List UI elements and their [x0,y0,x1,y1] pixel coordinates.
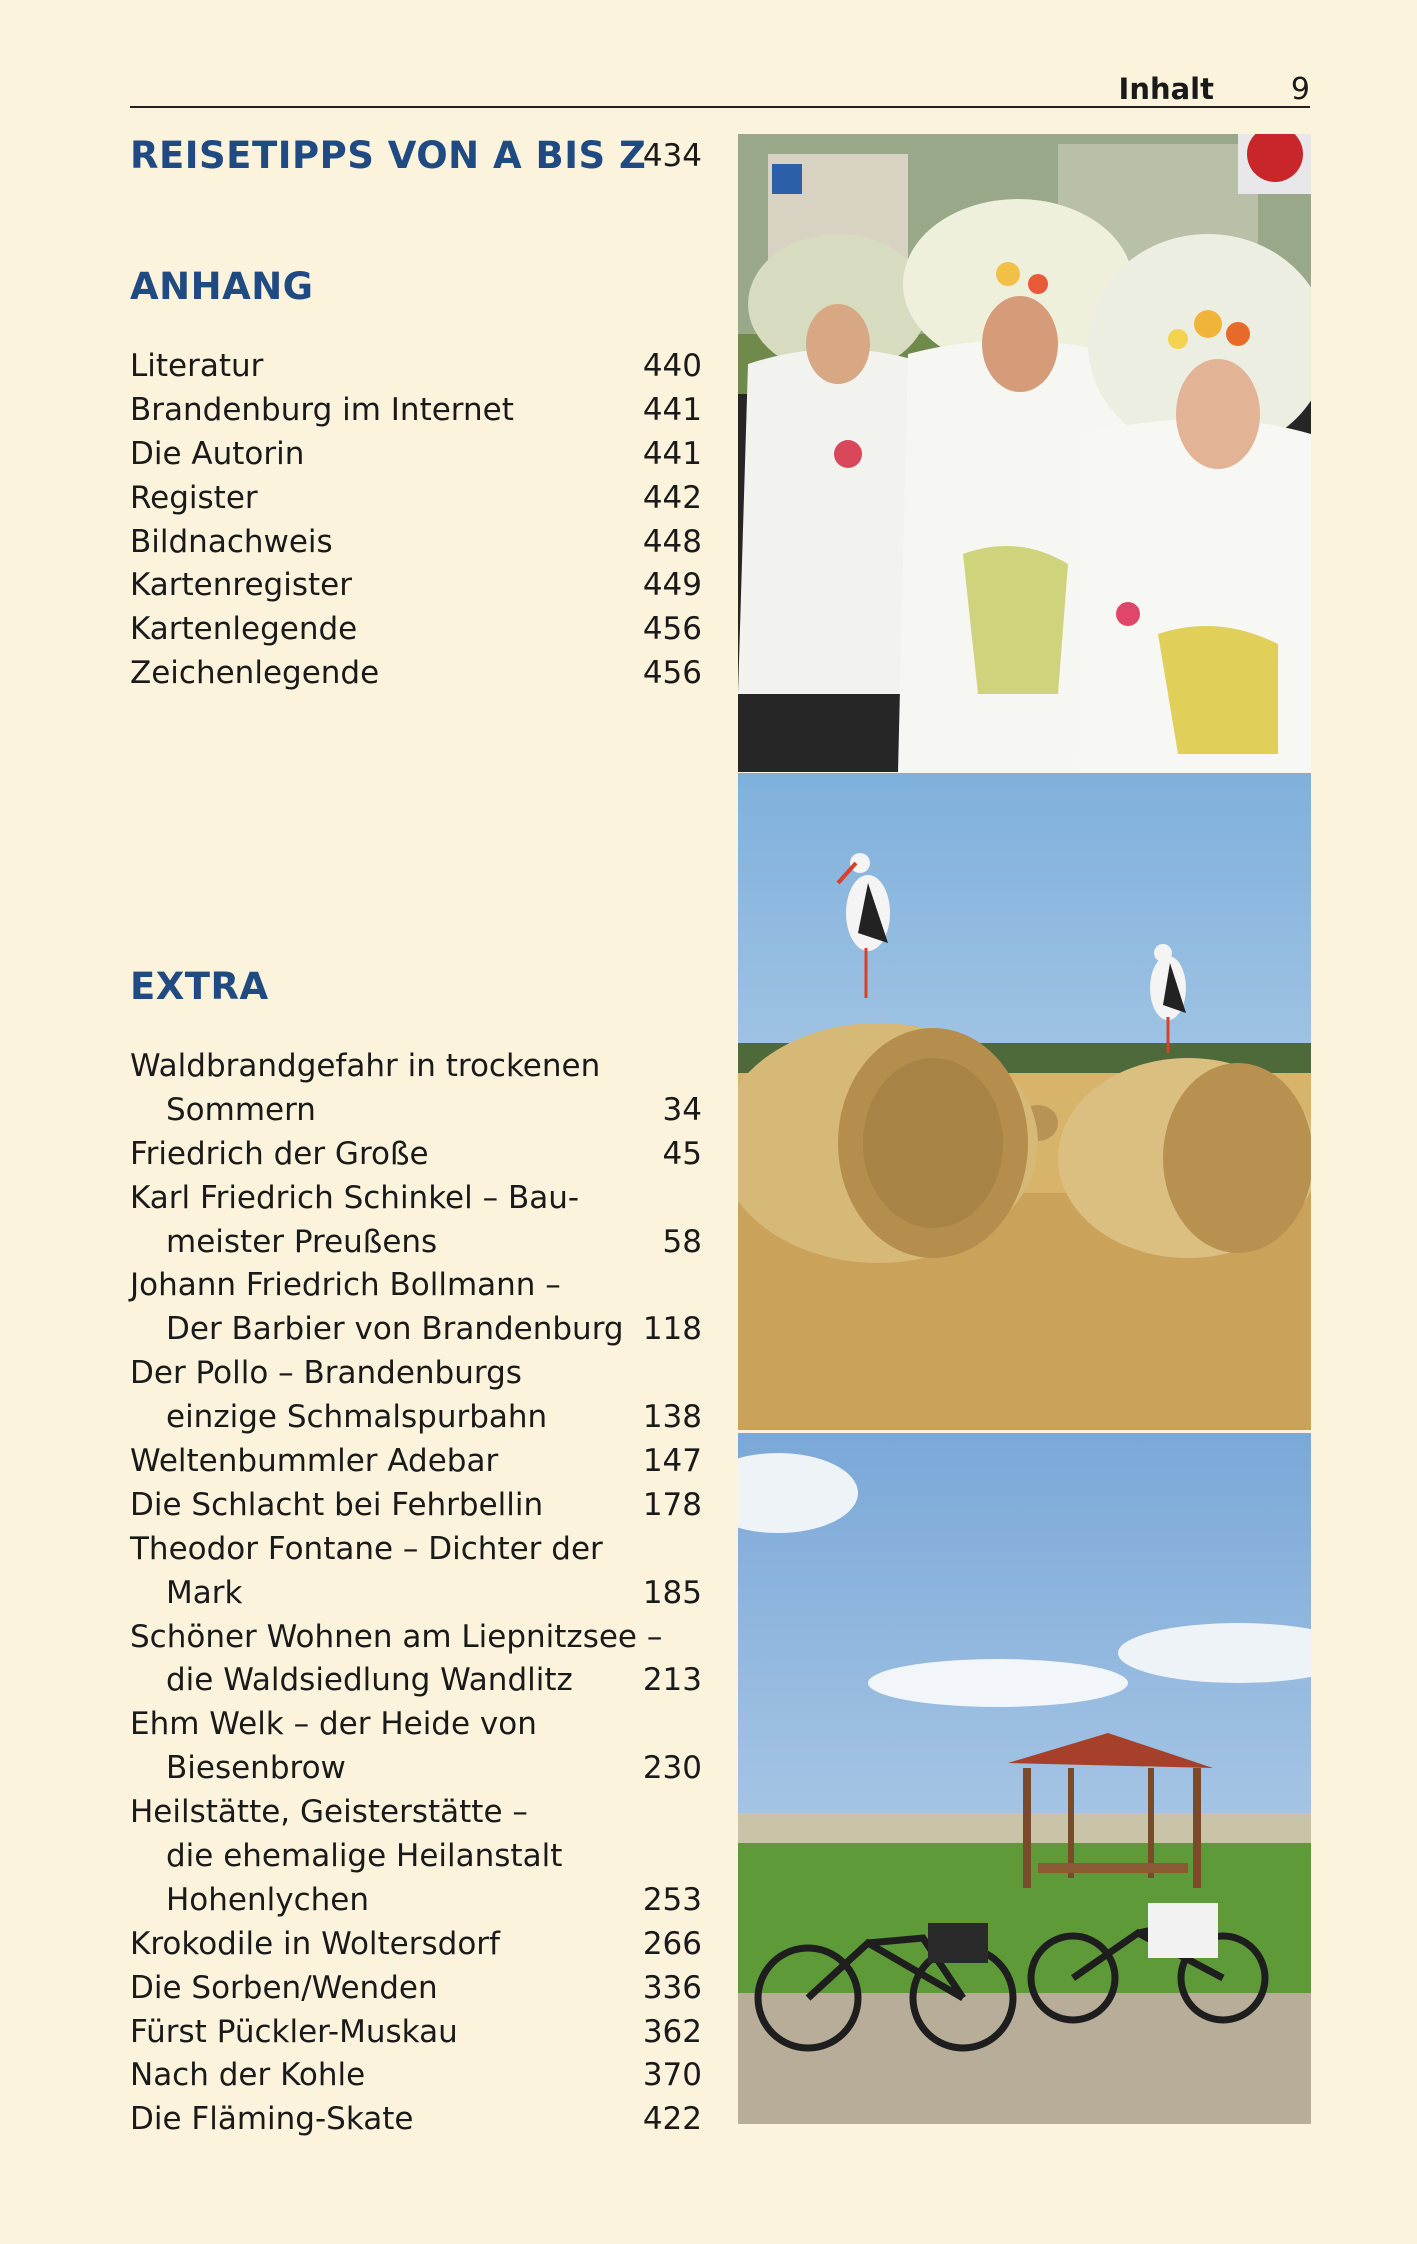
extra-entry-title: Weltenbummler Adebar [130,1443,499,1480]
extra-entry-title: Heilstätte, Geisterstätte – [130,1794,528,1831]
extra-entry-page-number: 178 [642,1486,702,1523]
extra-entry-page-number: 336 [642,1969,702,2006]
extra-entry-title: Waldbrandgefahr in trockenen [130,1048,601,1084]
anhang-entry-line[interactable] [130,608,702,652]
anhang-entry-title: Register [130,479,258,516]
extra-section [130,962,702,1012]
women-in-traditional-costume-photo [738,134,1311,772]
reisetipps-entry[interactable] [130,131,702,181]
anhang-entry-line[interactable] [130,389,702,433]
extra-entry-line[interactable] [130,1045,702,1089]
extra-entry-line[interactable] [130,1177,702,1221]
extra-entry-line[interactable] [130,1221,702,1265]
extra-entry-line[interactable] [130,2054,702,2098]
anhang-entry-page-number: 441 [642,391,702,428]
extra-entry-line[interactable] [130,1484,702,1528]
section-title: Inhalt [1118,72,1214,106]
anhang-entry-page-number: 442 [642,479,702,516]
extra-entry-line[interactable] [130,1747,702,1791]
extra-heading: EXTRA [130,965,269,1008]
anhang-entry-page-number: 449 [642,567,702,604]
extra-entry-title: Biesenbrow [166,1750,346,1787]
extra-entry-page-number: 45 [662,1135,702,1172]
anhang-entry-line[interactable] [130,521,702,565]
extra-entry-line[interactable] [130,1396,702,1440]
reisetipps-page: 434 [642,138,702,174]
extra-entry-line[interactable] [130,2098,702,2142]
extra-entry-title: Nach der Kohle [130,2057,366,2094]
extra-entry-title: Johann Friedrich Bollmann – [130,1267,561,1304]
extra-entry-page-number: 253 [642,1881,702,1918]
extra-entry-line[interactable] [130,1528,702,1572]
extra-entry-line[interactable] [130,2011,702,2055]
extra-entry-line[interactable] [130,1835,702,1879]
extra-entry-title: Die Fläming-Skate [130,2101,414,2138]
running-header [130,66,1310,108]
extra-entry-line[interactable] [130,1352,702,1396]
extra-entry-page-number: 185 [642,1574,702,1611]
anhang-entry-page-number: 441 [642,435,702,472]
extra-entry-title: Karl Friedrich Schinkel – Bau- [130,1179,580,1216]
anhang-heading: ANHANG [130,265,314,308]
extra-entry-title: Die Sorben/Wenden [130,1969,438,2006]
anhang-entry-line[interactable] [130,652,702,696]
extra-entry-line[interactable] [130,1791,702,1835]
anhang-entry-title: Zeichenlegende [130,655,380,692]
extra-entry-title: Der Pollo – Brandenburgs [130,1355,522,1392]
bicycles-and-picnic-shelter-photo [738,1433,1311,2124]
anhang-entry-line[interactable] [130,433,702,477]
extra-entry-line[interactable] [130,1089,702,1133]
extra-entry-page-number: 422 [642,2101,702,2138]
extra-entry-line[interactable] [130,1440,702,1484]
extra-entry-title: Friedrich der Große [130,1135,429,1172]
extra-entry-title: Ehm Welk – der Heide von [130,1706,537,1743]
anhang-entry-line[interactable] [130,477,702,521]
extra-entry-line[interactable] [130,1264,702,1308]
anhang-entry-page-number: 440 [642,348,702,384]
extra-entry-page-number: 34 [662,1091,702,1128]
extra-entry-title: Hohenlychen [166,1881,370,1918]
extra-entry-title: Fürst Pückler-Muskau [130,2013,458,2050]
extra-entry-line[interactable] [130,1967,702,2011]
extra-entry-line[interactable] [130,1923,702,1967]
extra-entry-line[interactable] [130,1659,702,1703]
extra-entry-line[interactable] [130,1308,702,1352]
anhang-entry-line[interactable] [130,564,702,608]
extra-entry-page-number: 138 [642,1399,702,1436]
anhang-list [130,345,702,696]
extra-entry-title: Schöner Wohnen am Liepnitzsee – [130,1618,663,1655]
extra-entry-page-number: 58 [662,1223,702,1260]
anhang-entry-title: Literatur [130,348,264,384]
extra-entry-title: Die Schlacht bei Fehrbellin [130,1486,544,1523]
anhang-entry-title: Kartenlegende [130,611,358,648]
anhang-entry-title: Brandenburg im Internet [130,391,514,428]
anhang-entry-page-number: 448 [642,523,702,560]
extra-entry-title: Sommern [166,1091,316,1128]
extra-entry-page-number: 147 [642,1443,702,1480]
extra-entry-line[interactable] [130,1703,702,1747]
extra-entry-page-number: 266 [642,1925,702,1962]
extra-entry-page-number: 370 [642,2057,702,2094]
anhang-entry-title: Bildnachweis [130,523,333,560]
page-number: 9 [1290,72,1310,107]
anhang-entry-line[interactable] [130,345,702,389]
extra-entry-title: die ehemalige Heilanstalt [166,1838,563,1875]
anhang-section [130,262,702,312]
anhang-entry-title: Die Autorin [130,435,305,472]
extra-entry-title: Der Barbier von Brandenburg [166,1311,624,1348]
extra-entry-title: einzige Schmalspurbahn [166,1399,548,1436]
anhang-entry-page-number: 456 [642,655,702,692]
extra-entry-page-number: 213 [642,1662,702,1699]
extra-entry-line[interactable] [130,1879,702,1923]
extra-entry-line[interactable] [130,1572,702,1616]
anhang-entry-title: Kartenregister [130,567,352,604]
extra-entry-page-number: 230 [642,1750,702,1787]
extra-entry-title: Krokodile in Woltersdorf [130,1925,500,1962]
extra-entry-title: Theodor Fontane – Dichter der [130,1530,603,1567]
storks-on-hay-bales-photo [738,773,1311,1430]
extra-entry-page-number: 118 [642,1311,702,1348]
extra-entry-line[interactable] [130,1616,702,1660]
extra-entry-line[interactable] [130,1133,702,1177]
extra-entry-title: die Waldsiedlung Wandlitz [166,1662,573,1699]
extra-entry-page-number: 362 [642,2013,702,2050]
extra-entry-title: Mark [166,1574,243,1611]
anhang-entry-page-number: 456 [642,611,702,648]
reisetipps-heading: REISETIPPS VON A BIS Z [130,134,647,177]
extra-entry-title: meister Preußens [166,1223,438,1260]
extra-list [130,1045,702,2142]
